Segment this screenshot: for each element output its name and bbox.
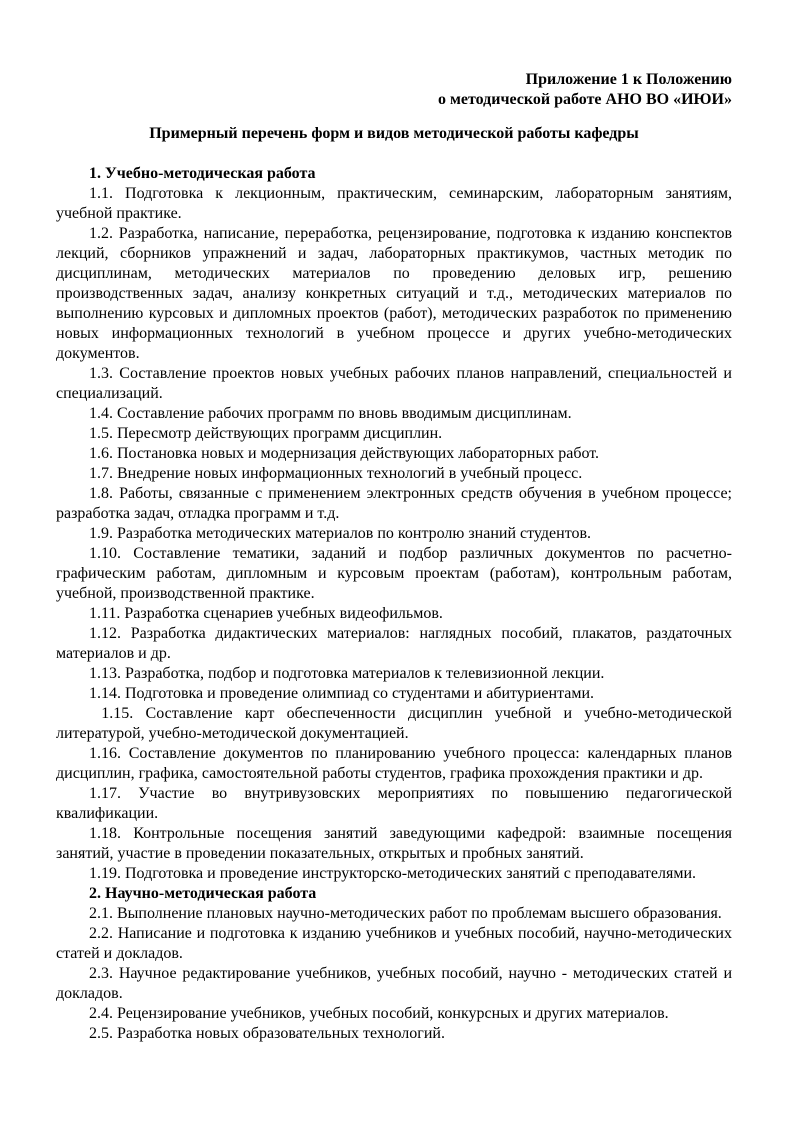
paragraph: 1.13. Разработка, подбор и подготовка материалов к телевизионной лекции.: [89, 665, 605, 682]
header-line-2: о методической работе АНО ВО «ИЮИ»: [437, 91, 732, 108]
section-heading-2: 2. Научно-методическая работа: [89, 885, 317, 902]
paragraph: 1.3. Составление проектов новых учебных рабочих планов направлений, специальностей и специализаций.: [56, 365, 732, 402]
paragraph: 1.8. Работы, связанные с применением электронных средств обучения в учебном процессе; разработка задач, отладка программ и т.д.: [56, 485, 732, 522]
paragraph: 1.11. Разработка сценариев учебных видеофильмов.: [89, 605, 443, 622]
paragraph: 1.15. Составление карт обеспеченности дисциплин учебной и учебно-методической литературой, учебно-методической документацией.: [56, 705, 732, 742]
section-heading-1: 1. Учебно-методическая работа: [89, 165, 316, 182]
paragraph: 1.1. Подготовка к лекционным, практическим, семинарским, лабораторным занятиям, учебной практике.: [56, 185, 732, 222]
paragraph: 2.5. Разработка новых образовательных технологий.: [89, 1025, 445, 1042]
paragraph: 1.2. Разработка, написание, переработка, рецензирование, подготовка к изданию конспектов лекций, сборников упражнений и задач, лабораторных практикумов, частных методик по дисциплинам, методических материалов по проведению деловых игр, решению производственных задач, анализу конкретных ситуаций и т.д., методических материалов по выполнению курсовых и дипломных проектов (работ), методических разработок по применению новых информационных технологий в учебном процессе и других учебно-методических документов.: [56, 225, 732, 362]
paragraph: 2.3. Научное редактирование учебников, учебных пособий, научно - методических статей и докладов.: [56, 965, 732, 1002]
paragraph: 1.5. Пересмотр действующих программ дисциплин.: [89, 425, 443, 442]
paragraph: 1.19. Подготовка и проведение инструкторско-методических занятий с преподавателями.: [89, 865, 696, 882]
paragraph: 1.14. Подготовка и проведение олимпиад со студентами и абитуриентами.: [89, 685, 595, 702]
paragraph: 1.7. Внедрение новых информационных технологий в учебный процесс.: [89, 465, 583, 482]
paragraph: 2.4. Рецензирование учебников, учебных пособий, конкурсных и других материалов.: [89, 1005, 669, 1022]
paragraph: 1.17. Участие во внутривузовских мероприятиях по повышению педагогической квалификации.: [56, 785, 732, 822]
spacer: [56, 110, 732, 124]
paragraph: 1.10. Составление тематики, заданий и подбор различных документов по расчетно-графическим работам, дипломным и курсовым проектам (работам), контрольным работам, учебной, производственной практике.: [56, 545, 732, 602]
paragraph: 1.16. Составление документов по планированию учебного процесса: календарных планов дисциплин, графика, самостоятельной работы студентов, графика прохождения практики и др.: [56, 745, 732, 782]
paragraph: 1.6. Постановка новых и модернизация действующих лабораторных работ.: [89, 445, 600, 462]
spacer: [56, 144, 732, 164]
paragraph: 1.9. Разработка методических материалов по контролю знаний студентов.: [89, 525, 592, 542]
paragraph: 1.12. Разработка дидактических материалов: наглядных пособий, плакатов, раздаточных материалов и др.: [56, 625, 732, 662]
paragraph: 1.18. Контрольные посещения занятий заведующими кафедрой: взаимные посещения занятий, участие в проведении показательных, открытых и пробных занятий.: [56, 825, 732, 862]
header-line-1: Приложение 1 к Положению: [525, 71, 732, 88]
paragraph: 2.2. Написание и подготовка к изданию учебников и учебных пособий, научно-методических статей и докладов.: [56, 925, 732, 962]
document-title: Примерный перечень форм и видов методической работы кафедры: [149, 125, 639, 142]
paragraph: 2.1. Выполнение плановых научно-методических работ по проблемам высшего образования.: [89, 905, 722, 922]
document-header: [56, 70, 732, 110]
paragraph: 1.4. Составление рабочих программ по вновь вводимым дисциплинам.: [89, 405, 572, 422]
document-body: [56, 164, 732, 1044]
